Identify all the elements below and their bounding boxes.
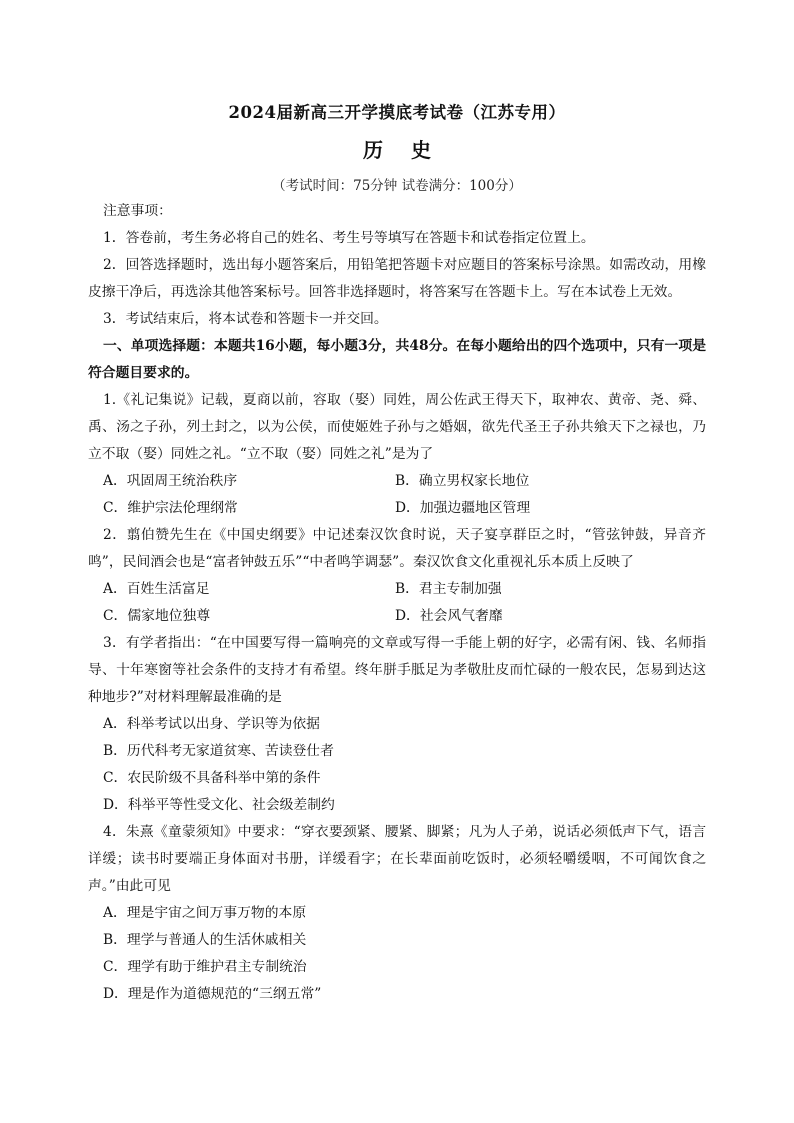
option-b: B．历代科考无家道贫寒、苦读登仕者 — [103, 743, 334, 759]
option-c: C．维护宗法伦理纲常 — [103, 500, 238, 516]
option-d: D．社会风气奢靡 — [395, 608, 503, 624]
note-item: 2．回答选择题时，选出每小题答案后，用铅笔把答题卡对应题目的答案标号涂黑。如需改动，用橡皮擦干净后，再选涂其他答案标号。回答非选择题时，将答案写在答题卡上。写在本试卷上无效。 — [88, 257, 706, 300]
option-a: A．科举考试以出身、学识等为依据 — [103, 716, 320, 732]
option-b: B．君主专制加强 — [395, 581, 502, 597]
option-a: A．巩固周王统治秩序 — [103, 473, 238, 489]
exam-info: （考试时间：75分钟 试卷满分：100分） — [272, 178, 522, 194]
exam-body — [88, 198, 706, 1008]
option-row — [88, 468, 706, 495]
option-d: D．加强边疆地区管理 — [395, 500, 531, 516]
option-b: B．确立男权家长地位 — [395, 473, 530, 489]
option-c: C．农民阶级不具备科举中第的条件 — [103, 770, 321, 786]
note-item: 1．答卷前，考生务必将自己的姓名、考生号等填写在答题卡和试卷指定位置上。 — [103, 230, 595, 246]
option-a: A．百姓生活富足 — [103, 581, 210, 597]
question-stem: 1.《礼记集说》记载，夏商以前，容取（娶）同姓，周公佐武王得天下，取神农、黄帝、尧、舜、禹、汤之子孙，列土封之，以为公侯，而使姬姓子孙与之婚姻，欲先代圣王子孙共飨天下之禄也，乃立不取（娶）同姓之礼。“立不取（娶）同姓之礼”是为了 — [88, 392, 706, 462]
option-b: B．理学与普通人的生活休戚相关 — [103, 932, 307, 948]
option-c: C．理学有助于维护君主专制统治 — [103, 959, 307, 975]
subject-title: 历史 — [363, 138, 459, 162]
option-d: D．科举平等性受文化、社会级差制约 — [103, 797, 335, 813]
option-row — [88, 495, 706, 522]
question-stem: 2．翦伯赞先生在《中国史纲要》中记述秦汉饮食时说，天子宴享群臣之时，“管弦钟鼓，异音齐鸣”，民间酒会也是“富者钟鼓五乐”“中者鸣竽调瑟”。秦汉饮食文化重视礼乐本质上反映了 — [88, 527, 706, 570]
exam-title: 2024届新高三开学摸底考试卷（江苏专用） — [228, 103, 566, 122]
note-item: 3．考试结束后，将本试卷和答题卡一并交回。 — [103, 311, 388, 327]
option-d: D．理是作为道德规范的“三纲五常” — [103, 986, 322, 1002]
option-a: A．理是宇宙之间万事万物的本原 — [103, 905, 307, 921]
option-c: C．儒家地位独尊 — [103, 608, 211, 624]
option-row — [88, 576, 706, 603]
option-row — [88, 603, 706, 630]
notes-heading: 注意事项： — [103, 203, 172, 219]
question-stem: 3．有学者指出：“在中国要写得一篇响亮的文章或写得一手能上朝的好字，必需有闲、钱、名师指导、十年寒窗等社会条件的支持才有希望。终年胼手胝足为孝敬肚皮而忙碌的一般农民，怎易到达这种地步?”对材料理解最准确的是 — [88, 635, 706, 705]
section-heading: 一、单项选择题：本题共16小题，每小题3分，共48分。在每小题给出的四个选项中，只有一项是符合题目要求的。 — [88, 338, 706, 381]
question-stem: 4．朱熹《童蒙须知》中要求：“穿衣要颈紧、腰紧、脚紧；凡为人子弟，说话必须低声下气，语言详缓；读书时要端正身体面对书册，详缓看字；在长辈面前吃饭时，必须轻嚼缓咽，不可闻饮食之声。”由此可见 — [88, 824, 706, 894]
